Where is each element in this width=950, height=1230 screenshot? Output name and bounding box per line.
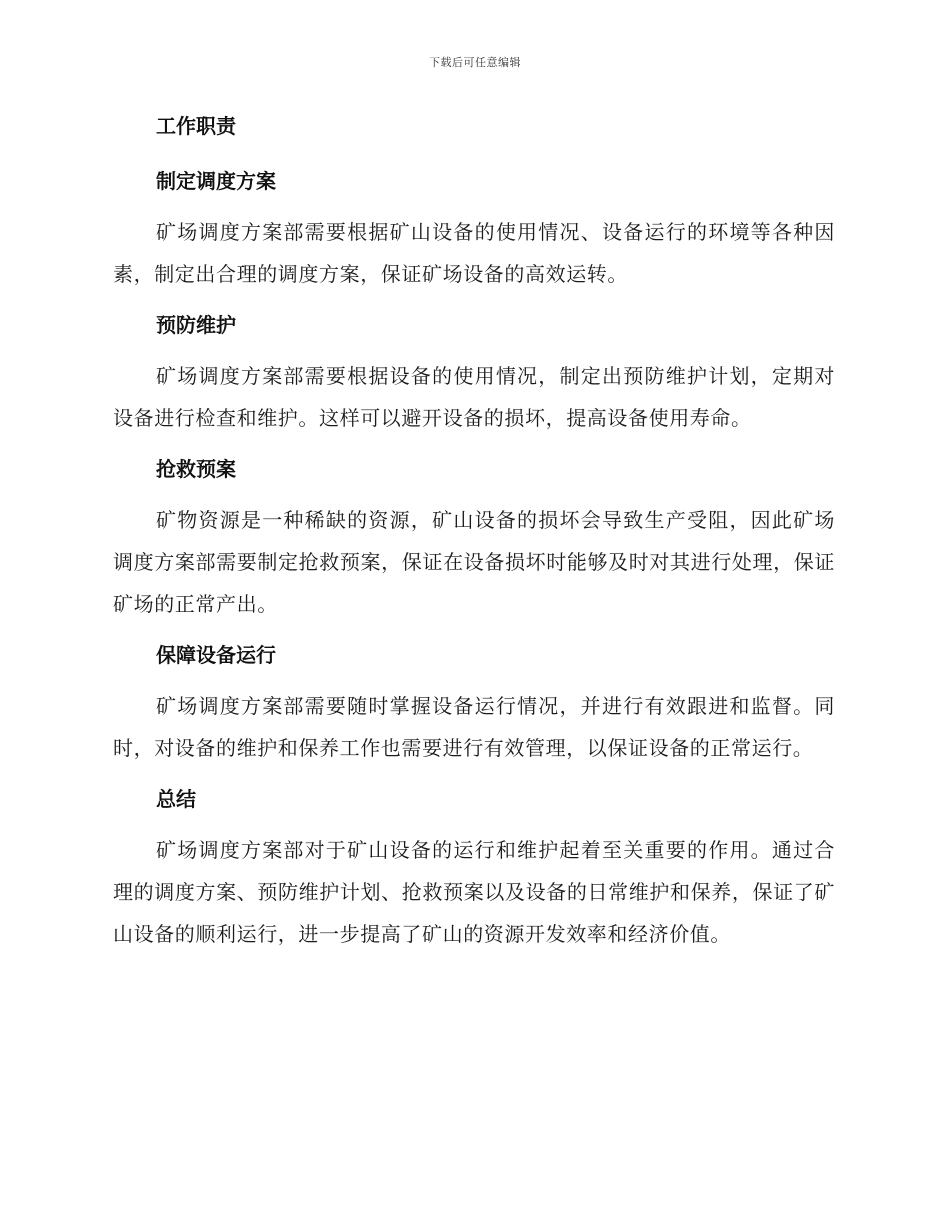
section-paragraph-operation: 矿场调度方案部需要随时掌握设备运行情况，并进行有效跟进和监督。同时，对设备的维护和保养工作也需要进行有效管理，以保证设备的正常运行。 <box>113 694 835 760</box>
section-paragraph-rescue: 矿物资源是一种稀缺的资源，矿山设备的损坏会导致生产受阻，因此矿场调度方案部需要制定抢救预案，保证在设备损坏时能够及时对其进行处理，保证矿场的正常产出。 <box>113 508 835 616</box>
section-heading-rescue: 抢救预案 <box>156 457 236 481</box>
document-title: 工作职责 <box>156 114 236 138</box>
section-paragraph-summary: 矿场调度方案部对于矿山设备的运行和维护起着至关重要的作用。通过合理的调度方案、预防维护计划、抢救预案以及设备的日常维护和保养，保证了矿山设备的顺利运行，进一步提高了矿山的资源开发效率和经济价值。 <box>113 838 835 946</box>
section-paragraph-maintenance: 矿场调度方案部需要根据设备的使用情况，制定出预防维护计划，定期对设备进行检查和维护。这样可以避开设备的损坏，提高设备使用寿命。 <box>113 364 835 430</box>
document-body <box>113 108 835 967</box>
section-heading-operation: 保障设备运行 <box>156 643 276 667</box>
section-paragraph-schedule: 矿场调度方案部需要根据矿山设备的使用情况、设备运行的环境等各种因素，制定出合理的调度方案，保证矿场设备的高效运转。 <box>113 220 835 286</box>
section-heading-summary: 总结 <box>156 787 196 811</box>
section-heading-maintenance: 预防维护 <box>156 313 236 337</box>
page-header-note: 下载后可任意编辑 <box>429 56 521 69</box>
section-heading-schedule: 制定调度方案 <box>156 169 276 193</box>
